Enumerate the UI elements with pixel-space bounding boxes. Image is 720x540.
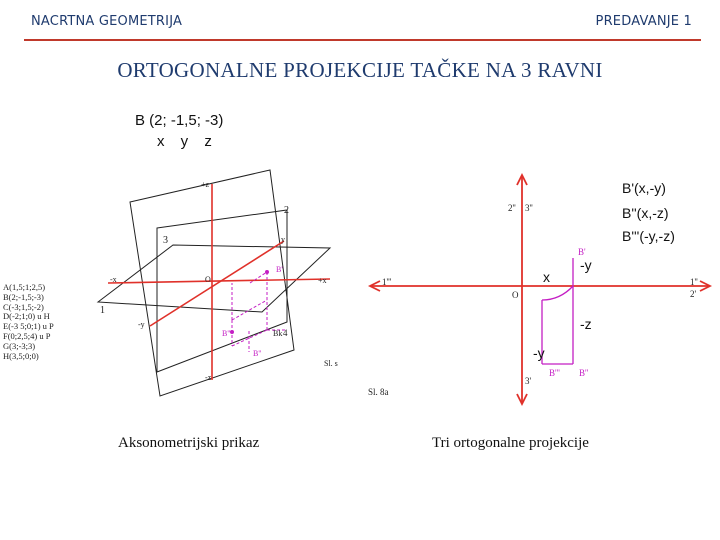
points-list-item: C(-3;1,5;-2) [3,301,44,312]
points-list-item: H(3,5;0;0) [3,350,39,361]
projection-arc [542,286,573,300]
figure-reference-right: Sl. 8a [368,387,389,397]
caption-axonometric: Aksonometrijski prikaz [118,435,260,451]
label-q2: 2'' [508,203,516,213]
label-b-prime: B' [276,265,283,274]
label-b-double: B'' [253,349,262,358]
label-minus-z: -z [205,373,212,382]
profile-plane [157,210,287,372]
label-quadrant-4: 4 [283,328,288,338]
points-list-item: B(2;-1,5;-3) [3,291,44,302]
label-origin: O [512,290,519,300]
label-q3-bottom: 3' [525,376,532,386]
point-coordinates: B (2; -1,5; -3) [135,112,224,129]
label-origin: O [205,275,211,284]
slide-title: ORTOGONALNE PROJEKCIJE TAČKE NA 3 RAVNI [117,58,603,82]
points-list-item: D(-2;1;0) u H [3,311,50,322]
label-plus-z: +z [201,180,210,189]
label-b-k: Bk [273,329,283,338]
label-q2-right: 2' [690,289,697,299]
label-b-prime: B' [578,247,586,257]
label-q1-left: 1''' [382,277,392,287]
note-x: x [543,269,550,285]
label-quadrant-1: 1 [100,305,105,316]
y-axis [150,241,284,326]
label-b-triple: B''' [549,368,560,378]
label-b-triple: B''' [222,329,232,338]
points-list-item: A(1,5;1;2,5) [3,282,46,292]
figure-reference-left: Sl. s [324,359,338,368]
label-q1-right: 1'' [690,277,698,287]
label-minus-x: -x [110,275,117,284]
label-plus-x: +x [318,276,327,285]
projection-line [250,272,267,283]
point-b-prime [265,270,269,274]
horizontal-plane [98,245,330,312]
label-b-double: B'' [579,368,589,378]
header-lecture-number: PREDAVANJE 1 [595,14,692,29]
rule-b-double: B''(x,-z) [622,205,669,221]
note-neg-z: -z [580,316,592,332]
caption-projections: Tri ortogonalne projekcije [432,435,589,451]
header-course-title: NACRTNA GEOMETRIJA [31,14,183,29]
label-plus-y: y [281,235,285,244]
orthogonal-projections-figure [360,165,720,415]
note-neg-y-bottom: -y [533,345,545,361]
rule-b-prime: B'(x,-y) [622,180,666,196]
note-neg-y-top: -y [580,257,592,273]
label-quadrant-3: 3 [163,235,168,246]
point-axes-label: x y z [157,133,212,150]
label-quadrant-2: 2 [284,205,289,216]
points-list-item: F(0;2,5;4) u P [3,330,51,341]
label-minus-y: -y [138,320,145,329]
axonometric-figure [0,165,360,415]
label-q3: 3'' [525,203,533,213]
points-list-item: E(-3 5;0;1) u P [3,321,54,332]
points-list-item: G(3;-3;3) [3,340,36,351]
header-divider [24,39,701,41]
rule-b-triple: B'''(-y,-z) [622,228,675,244]
points-list [3,283,54,361]
